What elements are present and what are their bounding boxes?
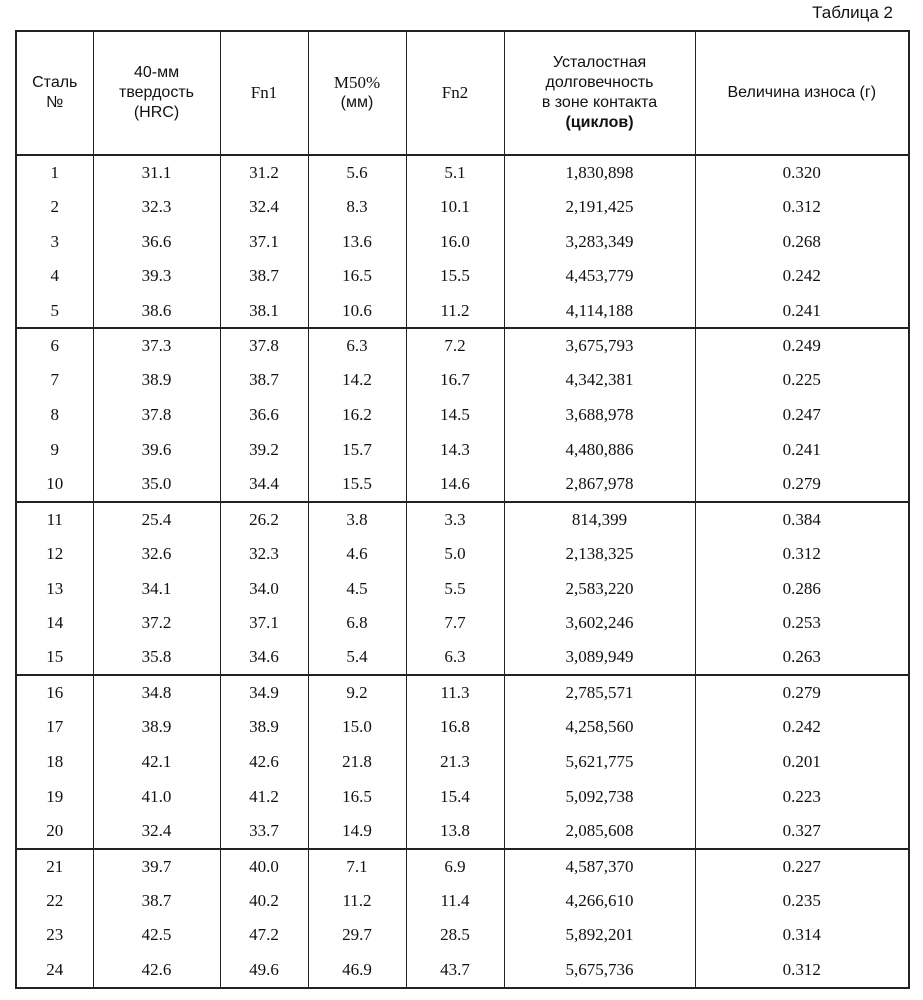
table-cell: 14.5 [406, 398, 504, 433]
table-cell: 17 [16, 710, 93, 745]
table-cell: 9 [16, 433, 93, 468]
table-cell: 12 [16, 537, 93, 572]
table-cell: 5.0 [406, 537, 504, 572]
table-cell: 49.6 [220, 953, 308, 988]
table-cell: 42.6 [93, 953, 220, 988]
table-cell: 38.7 [220, 259, 308, 294]
table-row [16, 294, 909, 329]
table-cell: 0.201 [695, 745, 909, 780]
table-row [16, 259, 909, 294]
table-cell: 15.5 [406, 259, 504, 294]
table-cell: 40.2 [220, 883, 308, 918]
table-cell: 22 [16, 883, 93, 918]
header-wear: Величина износа (г) [695, 31, 909, 155]
header-line: (мм) [340, 94, 374, 111]
table-cell: 7.1 [308, 849, 406, 884]
table-cell: 5.4 [308, 641, 406, 676]
table-cell: 26.2 [220, 502, 308, 537]
table-cell: 7.2 [406, 328, 504, 363]
table-cell: 37.1 [220, 606, 308, 641]
table-cell: 33.7 [220, 814, 308, 849]
table-cell: 0.249 [695, 328, 909, 363]
table-cell: 0.225 [695, 363, 909, 398]
table-row [16, 745, 909, 780]
header-m50 [308, 31, 406, 155]
table-cell: 37.1 [220, 224, 308, 259]
table-row [16, 779, 909, 814]
table-cell: 8.3 [308, 190, 406, 225]
table-cell: 10.1 [406, 190, 504, 225]
table-cell: 28.5 [406, 918, 504, 953]
table-row [16, 398, 909, 433]
table-cell: 43.7 [406, 953, 504, 988]
table-cell: 14 [16, 606, 93, 641]
header-hardness [93, 31, 220, 155]
table-row [16, 571, 909, 606]
table-cell: 14.9 [308, 814, 406, 849]
table-cell: 16 [16, 675, 93, 710]
table-row [16, 606, 909, 641]
table-cell: 4,453,779 [504, 259, 695, 294]
table-cell: 38.7 [93, 883, 220, 918]
table-cell: 0.241 [695, 433, 909, 468]
table-cell: 0.314 [695, 918, 909, 953]
table-cell: 38.9 [93, 363, 220, 398]
table-cell: 3,089,949 [504, 641, 695, 676]
table-cell: 4,258,560 [504, 710, 695, 745]
header-line: Сталь [32, 74, 78, 91]
table-cell: 0.253 [695, 606, 909, 641]
table-cell: 5.6 [308, 155, 406, 190]
table-cell: 42.6 [220, 745, 308, 780]
table-cell: 0.279 [695, 467, 909, 502]
table-cell: 2,785,571 [504, 675, 695, 710]
header-line: (HRC) [133, 104, 180, 121]
table-cell: 0.263 [695, 641, 909, 676]
table-cell: 11.2 [406, 294, 504, 329]
table-cell: 0.327 [695, 814, 909, 849]
table-cell: 37.8 [93, 398, 220, 433]
table-cell: 23 [16, 918, 93, 953]
table-cell: 13.6 [308, 224, 406, 259]
table-cell: 0.223 [695, 779, 909, 814]
table-cell: 16.8 [406, 710, 504, 745]
table-row [16, 814, 909, 849]
table-cell: 3.8 [308, 502, 406, 537]
table-cell: 5,621,775 [504, 745, 695, 780]
table-cell: 38.9 [93, 710, 220, 745]
table-cell: 5,675,736 [504, 953, 695, 988]
table-cell: 31.1 [93, 155, 220, 190]
table-cell: 3,675,793 [504, 328, 695, 363]
table-cell: 6.9 [406, 849, 504, 884]
table-cell: 16.7 [406, 363, 504, 398]
table-cell: 0.312 [695, 953, 909, 988]
table-cell: 36.6 [220, 398, 308, 433]
row-group [16, 675, 909, 848]
table-cell: 19 [16, 779, 93, 814]
table-row [16, 918, 909, 953]
table-cell: 15.5 [308, 467, 406, 502]
table-cell: 5,092,738 [504, 779, 695, 814]
table-cell: 4,114,188 [504, 294, 695, 329]
table-cell: 37.3 [93, 328, 220, 363]
table-cell: 20 [16, 814, 93, 849]
table-cell: 14.6 [406, 467, 504, 502]
table-cell: 47.2 [220, 918, 308, 953]
table-cell: 15 [16, 641, 93, 676]
table-cell: 25.4 [93, 502, 220, 537]
header-line: M50% [333, 73, 381, 92]
table-cell: 16.5 [308, 259, 406, 294]
table-cell: 0.241 [695, 294, 909, 329]
table-cell: 5.1 [406, 155, 504, 190]
table-cell: 34.0 [220, 571, 308, 606]
table-row [16, 537, 909, 572]
table-cell: 14.3 [406, 433, 504, 468]
row-group [16, 502, 909, 675]
table-cell: 15.4 [406, 779, 504, 814]
table-cell: 0.242 [695, 710, 909, 745]
table-cell: 41.2 [220, 779, 308, 814]
table-cell: 39.6 [93, 433, 220, 468]
table-cell: 5 [16, 294, 93, 329]
table-row [16, 190, 909, 225]
table-cell: 3.3 [406, 502, 504, 537]
table-cell: 1,830,898 [504, 155, 695, 190]
table-cell: 37.2 [93, 606, 220, 641]
header-line: (циклов) [565, 114, 634, 131]
table-cell: 6.3 [308, 328, 406, 363]
table-cell: 21.3 [406, 745, 504, 780]
table-cell: 5,892,201 [504, 918, 695, 953]
table-cell: 0.227 [695, 849, 909, 884]
table-cell: 40.0 [220, 849, 308, 884]
table-cell: 34.4 [220, 467, 308, 502]
table-cell: 32.4 [93, 814, 220, 849]
table-cell: 6 [16, 328, 93, 363]
header-fn2: Fn2 [406, 31, 504, 155]
table-cell: 21.8 [308, 745, 406, 780]
table-cell: 1 [16, 155, 93, 190]
table-cell: 16.2 [308, 398, 406, 433]
table-cell: 3,602,246 [504, 606, 695, 641]
table-cell: 4,480,886 [504, 433, 695, 468]
table-cell: 18 [16, 745, 93, 780]
table-cell: 34.9 [220, 675, 308, 710]
table-row [16, 710, 909, 745]
table-cell: 41.0 [93, 779, 220, 814]
table-cell: 11 [16, 502, 93, 537]
table-cell: 21 [16, 849, 93, 884]
table-cell: 46.9 [308, 953, 406, 988]
header-line: Усталостная [552, 54, 647, 71]
table-cell: 7 [16, 363, 93, 398]
table-row [16, 883, 909, 918]
table-cell: 4,587,370 [504, 849, 695, 884]
table-cell: 39.3 [93, 259, 220, 294]
row-group [16, 849, 909, 988]
header-line: долговечность [545, 74, 654, 91]
row-group [16, 328, 909, 501]
table-cell: 14.2 [308, 363, 406, 398]
header-steel [16, 31, 93, 155]
header-fatigue [504, 31, 695, 155]
table-cell: 38.1 [220, 294, 308, 329]
table-cell: 32.3 [93, 190, 220, 225]
header-line: 40-мм [133, 64, 180, 81]
table-row [16, 467, 909, 502]
table-cell: 13.8 [406, 814, 504, 849]
table-cell: 29.7 [308, 918, 406, 953]
table-cell: 6.3 [406, 641, 504, 676]
table-row [16, 363, 909, 398]
table-cell: 0.286 [695, 571, 909, 606]
table-cell: 4.5 [308, 571, 406, 606]
table-cell: 34.6 [220, 641, 308, 676]
table-cell: 42.5 [93, 918, 220, 953]
table-cell: 2,583,220 [504, 571, 695, 606]
table-cell: 0.312 [695, 190, 909, 225]
table-cell: 0.320 [695, 155, 909, 190]
table-cell: 2 [16, 190, 93, 225]
table-cell: 34.8 [93, 675, 220, 710]
table-cell: 24 [16, 953, 93, 988]
table-cell: 5.5 [406, 571, 504, 606]
table-cell: 0.247 [695, 398, 909, 433]
table-cell: 35.8 [93, 641, 220, 676]
table-cell: 3,688,978 [504, 398, 695, 433]
header-row [16, 31, 909, 155]
table-cell: 4 [16, 259, 93, 294]
table-cell: 38.7 [220, 363, 308, 398]
table-cell: 0.242 [695, 259, 909, 294]
table-row [16, 224, 909, 259]
header-line: в зоне контакта [541, 94, 658, 111]
table-cell: 2,138,325 [504, 537, 695, 572]
table-row [16, 155, 909, 190]
table-cell: 3 [16, 224, 93, 259]
table-cell: 3,283,349 [504, 224, 695, 259]
table-cell: 34.1 [93, 571, 220, 606]
table-cell: 0.312 [695, 537, 909, 572]
table-row [16, 953, 909, 988]
table-cell: 6.8 [308, 606, 406, 641]
table-cell: 7.7 [406, 606, 504, 641]
table-cell: 32.4 [220, 190, 308, 225]
table-cell: 4,342,381 [504, 363, 695, 398]
table-cell: 4.6 [308, 537, 406, 572]
table-cell: 15.7 [308, 433, 406, 468]
table-cell: 0.279 [695, 675, 909, 710]
table-cell: 10 [16, 467, 93, 502]
table-cell: 0.268 [695, 224, 909, 259]
table-cell: 16.5 [308, 779, 406, 814]
table-cell: 37.8 [220, 328, 308, 363]
table-cell: 11.4 [406, 883, 504, 918]
row-group [16, 155, 909, 328]
table-cell: 10.6 [308, 294, 406, 329]
table-cell: 38.6 [93, 294, 220, 329]
table-cell: 42.1 [93, 745, 220, 780]
table-cell: 2,191,425 [504, 190, 695, 225]
table-cell: 35.0 [93, 467, 220, 502]
table-cell: 2,085,608 [504, 814, 695, 849]
table-cell: 4,266,610 [504, 883, 695, 918]
table-cell: 39.7 [93, 849, 220, 884]
table-cell: 32.6 [93, 537, 220, 572]
table-row [16, 502, 909, 537]
header-fn1: Fn1 [220, 31, 308, 155]
table-cell: 2,867,978 [504, 467, 695, 502]
table-caption: Таблица 2 [812, 3, 893, 22]
table-cell: 8 [16, 398, 93, 433]
table-cell: 0.384 [695, 502, 909, 537]
header-line: твердость [119, 84, 194, 101]
table-cell: 11.3 [406, 675, 504, 710]
table-row [16, 675, 909, 710]
table-cell: 31.2 [220, 155, 308, 190]
table-cell: 11.2 [308, 883, 406, 918]
table-cell: 39.2 [220, 433, 308, 468]
table-cell: 13 [16, 571, 93, 606]
table-cell: 0.235 [695, 883, 909, 918]
steel-properties-table [15, 30, 910, 989]
table-cell: 36.6 [93, 224, 220, 259]
table-cell: 16.0 [406, 224, 504, 259]
table-row [16, 641, 909, 676]
table-cell: 9.2 [308, 675, 406, 710]
table-row [16, 433, 909, 468]
table-row [16, 849, 909, 884]
table-cell: 32.3 [220, 537, 308, 572]
table-cell: 15.0 [308, 710, 406, 745]
table-cell: 814,399 [504, 502, 695, 537]
header-line: № [46, 94, 64, 111]
table-row [16, 328, 909, 363]
table-cell: 38.9 [220, 710, 308, 745]
